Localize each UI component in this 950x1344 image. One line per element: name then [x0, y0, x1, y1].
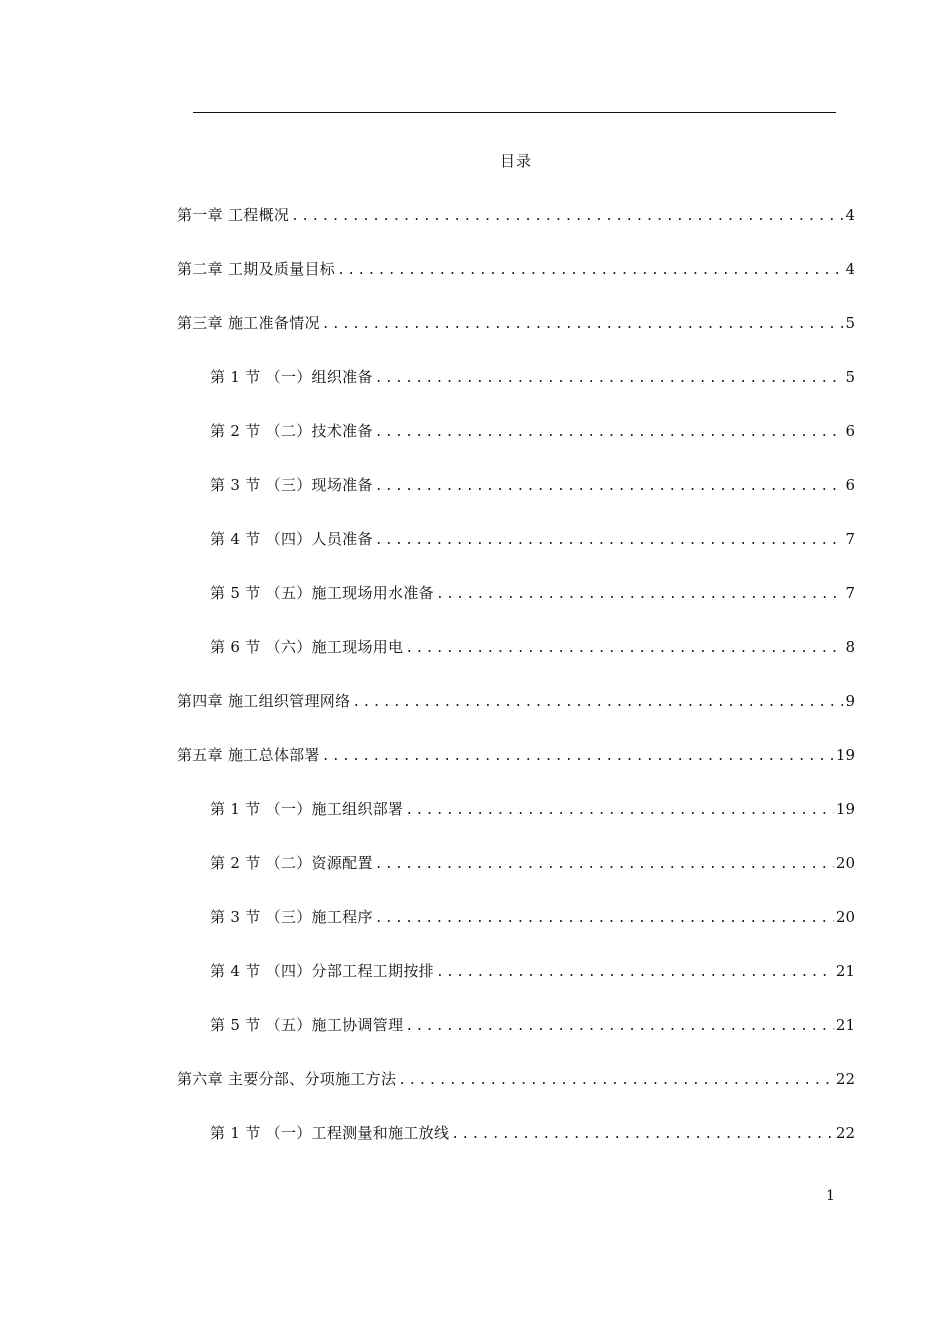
toc-entry-page: 4: [845, 206, 855, 224]
toc-entry[interactable]: [210, 581, 855, 605]
toc-entry[interactable]: [210, 635, 855, 659]
toc-entry-label: 第四章 施工组织管理网络: [177, 692, 351, 710]
toc-entry-label: 第 2 节 （二）技术准备: [210, 422, 373, 440]
toc-entry[interactable]: [177, 743, 855, 767]
toc-entry-page: 8: [845, 638, 855, 656]
toc-entry[interactable]: [177, 689, 855, 713]
toc-entry-label: 第 4 节 （四）分部工程工期按排: [210, 962, 434, 980]
toc-entry-page: 7: [845, 530, 855, 548]
toc-entry[interactable]: [210, 365, 855, 389]
toc-dot-leader: [337, 259, 843, 283]
toc-dot-leader: [436, 961, 834, 985]
toc-entry-page: 9: [845, 692, 855, 710]
toc-dot-leader: [352, 691, 843, 715]
toc-dot-leader: [405, 799, 834, 823]
toc-entry[interactable]: [210, 851, 855, 875]
toc-entry-page: 22: [835, 1070, 855, 1088]
toc-entry-label: 第 3 节 （三）现场准备: [210, 476, 373, 494]
toc-dot-leader: [375, 367, 844, 391]
toc-dot-leader: [398, 1069, 834, 1093]
toc-entry[interactable]: [210, 797, 855, 821]
toc-entry-page: 22: [835, 1124, 855, 1142]
toc-dot-leader: [405, 1015, 834, 1039]
toc-entry[interactable]: [177, 203, 855, 227]
toc-entry-page: 21: [835, 962, 855, 980]
toc-entry-label: 第一章 工程概况: [177, 206, 290, 224]
toc-dot-leader: [322, 745, 834, 769]
toc-entry[interactable]: [210, 905, 855, 929]
toc-entry-label: 第 5 节 （五）施工现场用水准备: [210, 584, 434, 602]
toc-entry-page: 20: [835, 908, 855, 926]
toc-entry-page: 20: [835, 854, 855, 872]
toc-entry[interactable]: [210, 527, 855, 551]
toc-entry[interactable]: [210, 1013, 855, 1037]
toc-entry-page: 7: [845, 584, 855, 602]
toc-entry-label: 第二章 工期及质量目标: [177, 260, 336, 278]
toc-entry-label: 第五章 施工总体部署: [177, 746, 320, 764]
toc-entry[interactable]: [177, 257, 855, 281]
toc-entry[interactable]: [210, 419, 855, 443]
toc-entry-label: 第三章 施工准备情况: [177, 314, 320, 332]
toc-dot-leader: [375, 421, 844, 445]
toc-dot-leader: [375, 853, 834, 877]
toc-title: 目录: [499, 152, 532, 170]
toc-dot-leader: [375, 907, 834, 931]
toc-entry-label: 第 1 节 （一）组织准备: [210, 368, 373, 386]
toc-entry-label: 第 3 节 （三）施工程序: [210, 908, 373, 926]
toc-entry[interactable]: [210, 1121, 855, 1145]
toc-entry-page: 5: [845, 368, 855, 386]
toc-entry-page: 21: [835, 1016, 855, 1034]
page-number: 1: [826, 1188, 835, 1204]
toc-entry-label: 第 5 节 （五）施工协调管理: [210, 1016, 404, 1034]
toc-dot-leader: [436, 583, 844, 607]
toc-entry-page: 5: [845, 314, 855, 332]
toc-entry[interactable]: [210, 473, 855, 497]
toc-entry-page: 19: [835, 746, 855, 764]
header-rule: [193, 112, 836, 113]
toc-entry-page: 19: [835, 800, 855, 818]
toc-dot-leader: [405, 637, 843, 661]
toc-entry[interactable]: [177, 1067, 855, 1091]
toc-dot-leader: [451, 1123, 834, 1147]
toc-dot-leader: [375, 475, 844, 499]
toc-entry-page: 6: [845, 476, 855, 494]
toc-entry-page: 4: [845, 260, 855, 278]
toc-entry-label: 第 1 节 （一）工程测量和施工放线: [210, 1124, 450, 1142]
toc-entry-label: 第 1 节 （一）施工组织部署: [210, 800, 404, 818]
toc-entry-label: 第 2 节 （二）资源配置: [210, 854, 373, 872]
toc-entry-label: 第 6 节 （六）施工现场用电: [210, 638, 404, 656]
toc-dot-leader: [322, 313, 844, 337]
toc-entry-page: 6: [845, 422, 855, 440]
toc-dot-leader: [375, 529, 844, 553]
toc-entry-label: 第六章 主要分部、分项施工方法: [177, 1070, 397, 1088]
toc-entry[interactable]: [177, 311, 855, 335]
toc-dot-leader: [291, 205, 843, 229]
toc-entry[interactable]: [210, 959, 855, 983]
toc-entry-label: 第 4 节 （四）人员准备: [210, 530, 373, 548]
